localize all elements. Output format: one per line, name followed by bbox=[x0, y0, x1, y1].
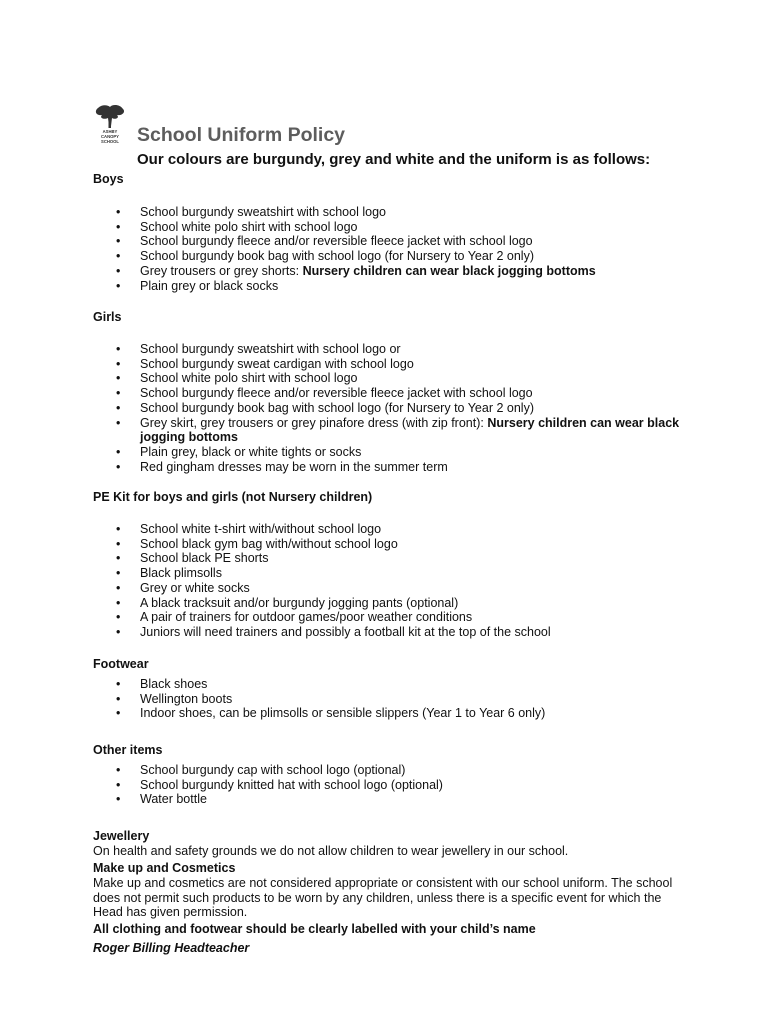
list-item: • School burgundy knitted hat with school logo (optional) bbox=[140, 778, 685, 793]
logo-text-line-2: CANOPY bbox=[101, 134, 119, 139]
list-item: • Indoor shoes, can be plimsolls or sensible slippers (Year 1 to Year 6 only) bbox=[140, 706, 685, 721]
footwear-list bbox=[140, 677, 685, 721]
page-title: School Uniform Policy bbox=[137, 124, 346, 146]
other-items-list bbox=[140, 763, 685, 807]
footwear-heading: Footwear bbox=[93, 657, 149, 671]
logo-text-line-3: SCHOOL bbox=[101, 139, 119, 144]
list-item: • School white polo shirt with school logo bbox=[140, 371, 685, 386]
list-item: • Water bottle bbox=[140, 792, 685, 807]
list-item: • Grey or white socks bbox=[140, 581, 685, 596]
list-item-emphasis: Nursery children can wear black jogging bottoms bbox=[302, 263, 596, 278]
list-item: • School burgundy sweatshirt with school logo or bbox=[140, 342, 685, 357]
list-item: • School burgundy book bag with school logo (for Nursery to Year 2 only) bbox=[140, 249, 685, 264]
list-item: • Red gingham dresses may be worn in the summer term bbox=[140, 460, 685, 475]
list-item: • A pair of trainers for outdoor games/poor weather conditions bbox=[140, 610, 685, 625]
list-item: • School black PE shorts bbox=[140, 551, 685, 566]
list-item: • School burgundy fleece and/or reversible fleece jacket with school logo bbox=[140, 386, 685, 401]
list-item-text: Grey skirt, grey trousers or grey pinafore dress (with zip front): bbox=[140, 415, 488, 430]
list-item: • School white t-shirt with/without school logo bbox=[140, 522, 685, 537]
list-item: • Juniors will need trainers and possibly a football kit at the top of the school bbox=[140, 625, 685, 640]
list-item: • Plain grey or black socks bbox=[140, 279, 685, 294]
jewellery-text: On health and safety grounds we do not allow children to wear jewellery in our school. bbox=[93, 844, 569, 858]
jewellery-heading: Jewellery bbox=[93, 829, 150, 843]
list-item bbox=[140, 416, 685, 445]
list-item: • School burgundy sweatshirt with school logo bbox=[140, 205, 685, 220]
pe-kit-list bbox=[140, 522, 685, 640]
boys-heading: Boys bbox=[93, 172, 124, 186]
list-item: • Black plimsolls bbox=[140, 566, 685, 581]
girls-list bbox=[140, 342, 685, 474]
list-item: • Wellington boots bbox=[140, 692, 685, 707]
school-logo bbox=[93, 104, 127, 146]
makeup-heading: Make up and Cosmetics bbox=[93, 861, 236, 875]
list-item: • School burgundy sweat cardigan with school logo bbox=[140, 357, 685, 372]
list-item: • A black tracksuit and/or burgundy jogging pants (optional) bbox=[140, 596, 685, 611]
girls-heading: Girls bbox=[93, 310, 122, 324]
labelling-note: All clothing and footwear should be clearly labelled with your child’s name bbox=[93, 922, 536, 936]
list-item bbox=[140, 264, 685, 279]
pe-kit-heading: PE Kit for boys and girls (not Nursery children) bbox=[93, 490, 373, 504]
list-item: • Plain grey, black or white tights or socks bbox=[140, 445, 685, 460]
list-item-emphasis: Nursery children can wear black jogging bottoms bbox=[140, 415, 680, 445]
page-subtitle: Our colours are burgundy, grey and white and the uniform is as follows: bbox=[137, 151, 651, 168]
list-item: • School burgundy book bag with school logo (for Nursery to Year 2 only) bbox=[140, 401, 685, 416]
list-item: • School black gym bag with/without school logo bbox=[140, 537, 685, 552]
makeup-text: Make up and cosmetics are not considered appropriate or consistent with our school uniform. The school does not permit such products to be worn by any children, unless there is a specific event for which the Head has given permission. bbox=[93, 876, 673, 919]
list-item: • Black shoes bbox=[140, 677, 685, 692]
headteacher-signature: Roger Billing Headteacher bbox=[93, 941, 250, 955]
list-item: • School white polo shirt with school logo bbox=[140, 220, 685, 235]
list-item: • School burgundy cap with school logo (optional) bbox=[140, 763, 685, 778]
other-items-heading: Other items bbox=[93, 743, 163, 757]
list-item: • School burgundy fleece and/or reversible fleece jacket with school logo bbox=[140, 234, 685, 249]
boys-list bbox=[140, 205, 685, 293]
list-item-text: Grey trousers or grey shorts: bbox=[140, 263, 303, 278]
logo-text-line-1: ASHBY bbox=[102, 129, 118, 134]
